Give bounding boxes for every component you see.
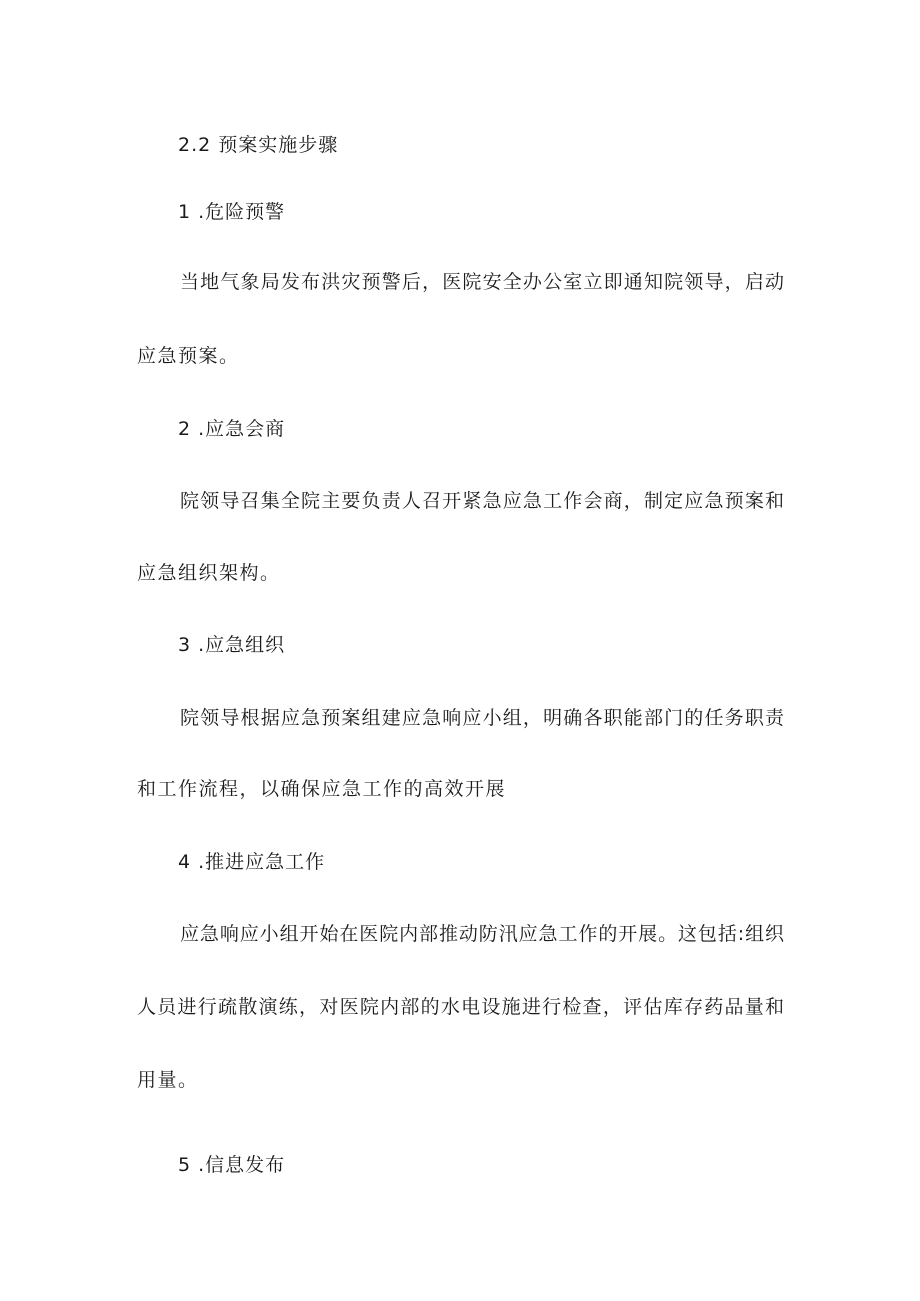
step-4-paragraph-line-2: 人员进行疏散演练，对医院内部的水电设施进行检查，评估库存药品量和 bbox=[137, 996, 784, 1018]
step-4-paragraph-line-3: 用量。 bbox=[137, 1069, 199, 1091]
step-1-heading: 1 .危险预警 bbox=[178, 201, 286, 223]
step-2-paragraph-line-1: 院领导召集全院主要负责人召开紧急应急工作会商，制定应急预案和 bbox=[180, 490, 784, 512]
step-2-paragraph-line-2: 应急组织架构。 bbox=[137, 562, 281, 584]
step-4-heading: 4 .推进应急工作 bbox=[178, 851, 326, 873]
step-3-paragraph-line-1: 院领导根据应急预案组建应急响应小组，明确各职能部门的任务职责 bbox=[180, 707, 784, 729]
step-4-paragraph-line-1: 应急响应小组开始在医院内部推动防汛应急工作的开展。这包括:组织 bbox=[180, 923, 784, 945]
step-1-paragraph-line-2: 应急预案。 bbox=[137, 345, 240, 367]
step-3-heading: 3 .应急组织 bbox=[178, 634, 286, 656]
step-5-heading: 5 .信息发布 bbox=[178, 1154, 286, 1176]
step-2-heading: 2 .应急会商 bbox=[178, 418, 286, 440]
section-title: 2.2 预案实施步骤 bbox=[178, 134, 339, 156]
step-3-paragraph-line-2: 和工作流程，以确保应急工作的高效开展 bbox=[137, 778, 507, 800]
step-1-paragraph-line-1: 当地气象局发布洪灾预警后，医院安全办公室立即通知院领导，启动 bbox=[180, 271, 784, 293]
